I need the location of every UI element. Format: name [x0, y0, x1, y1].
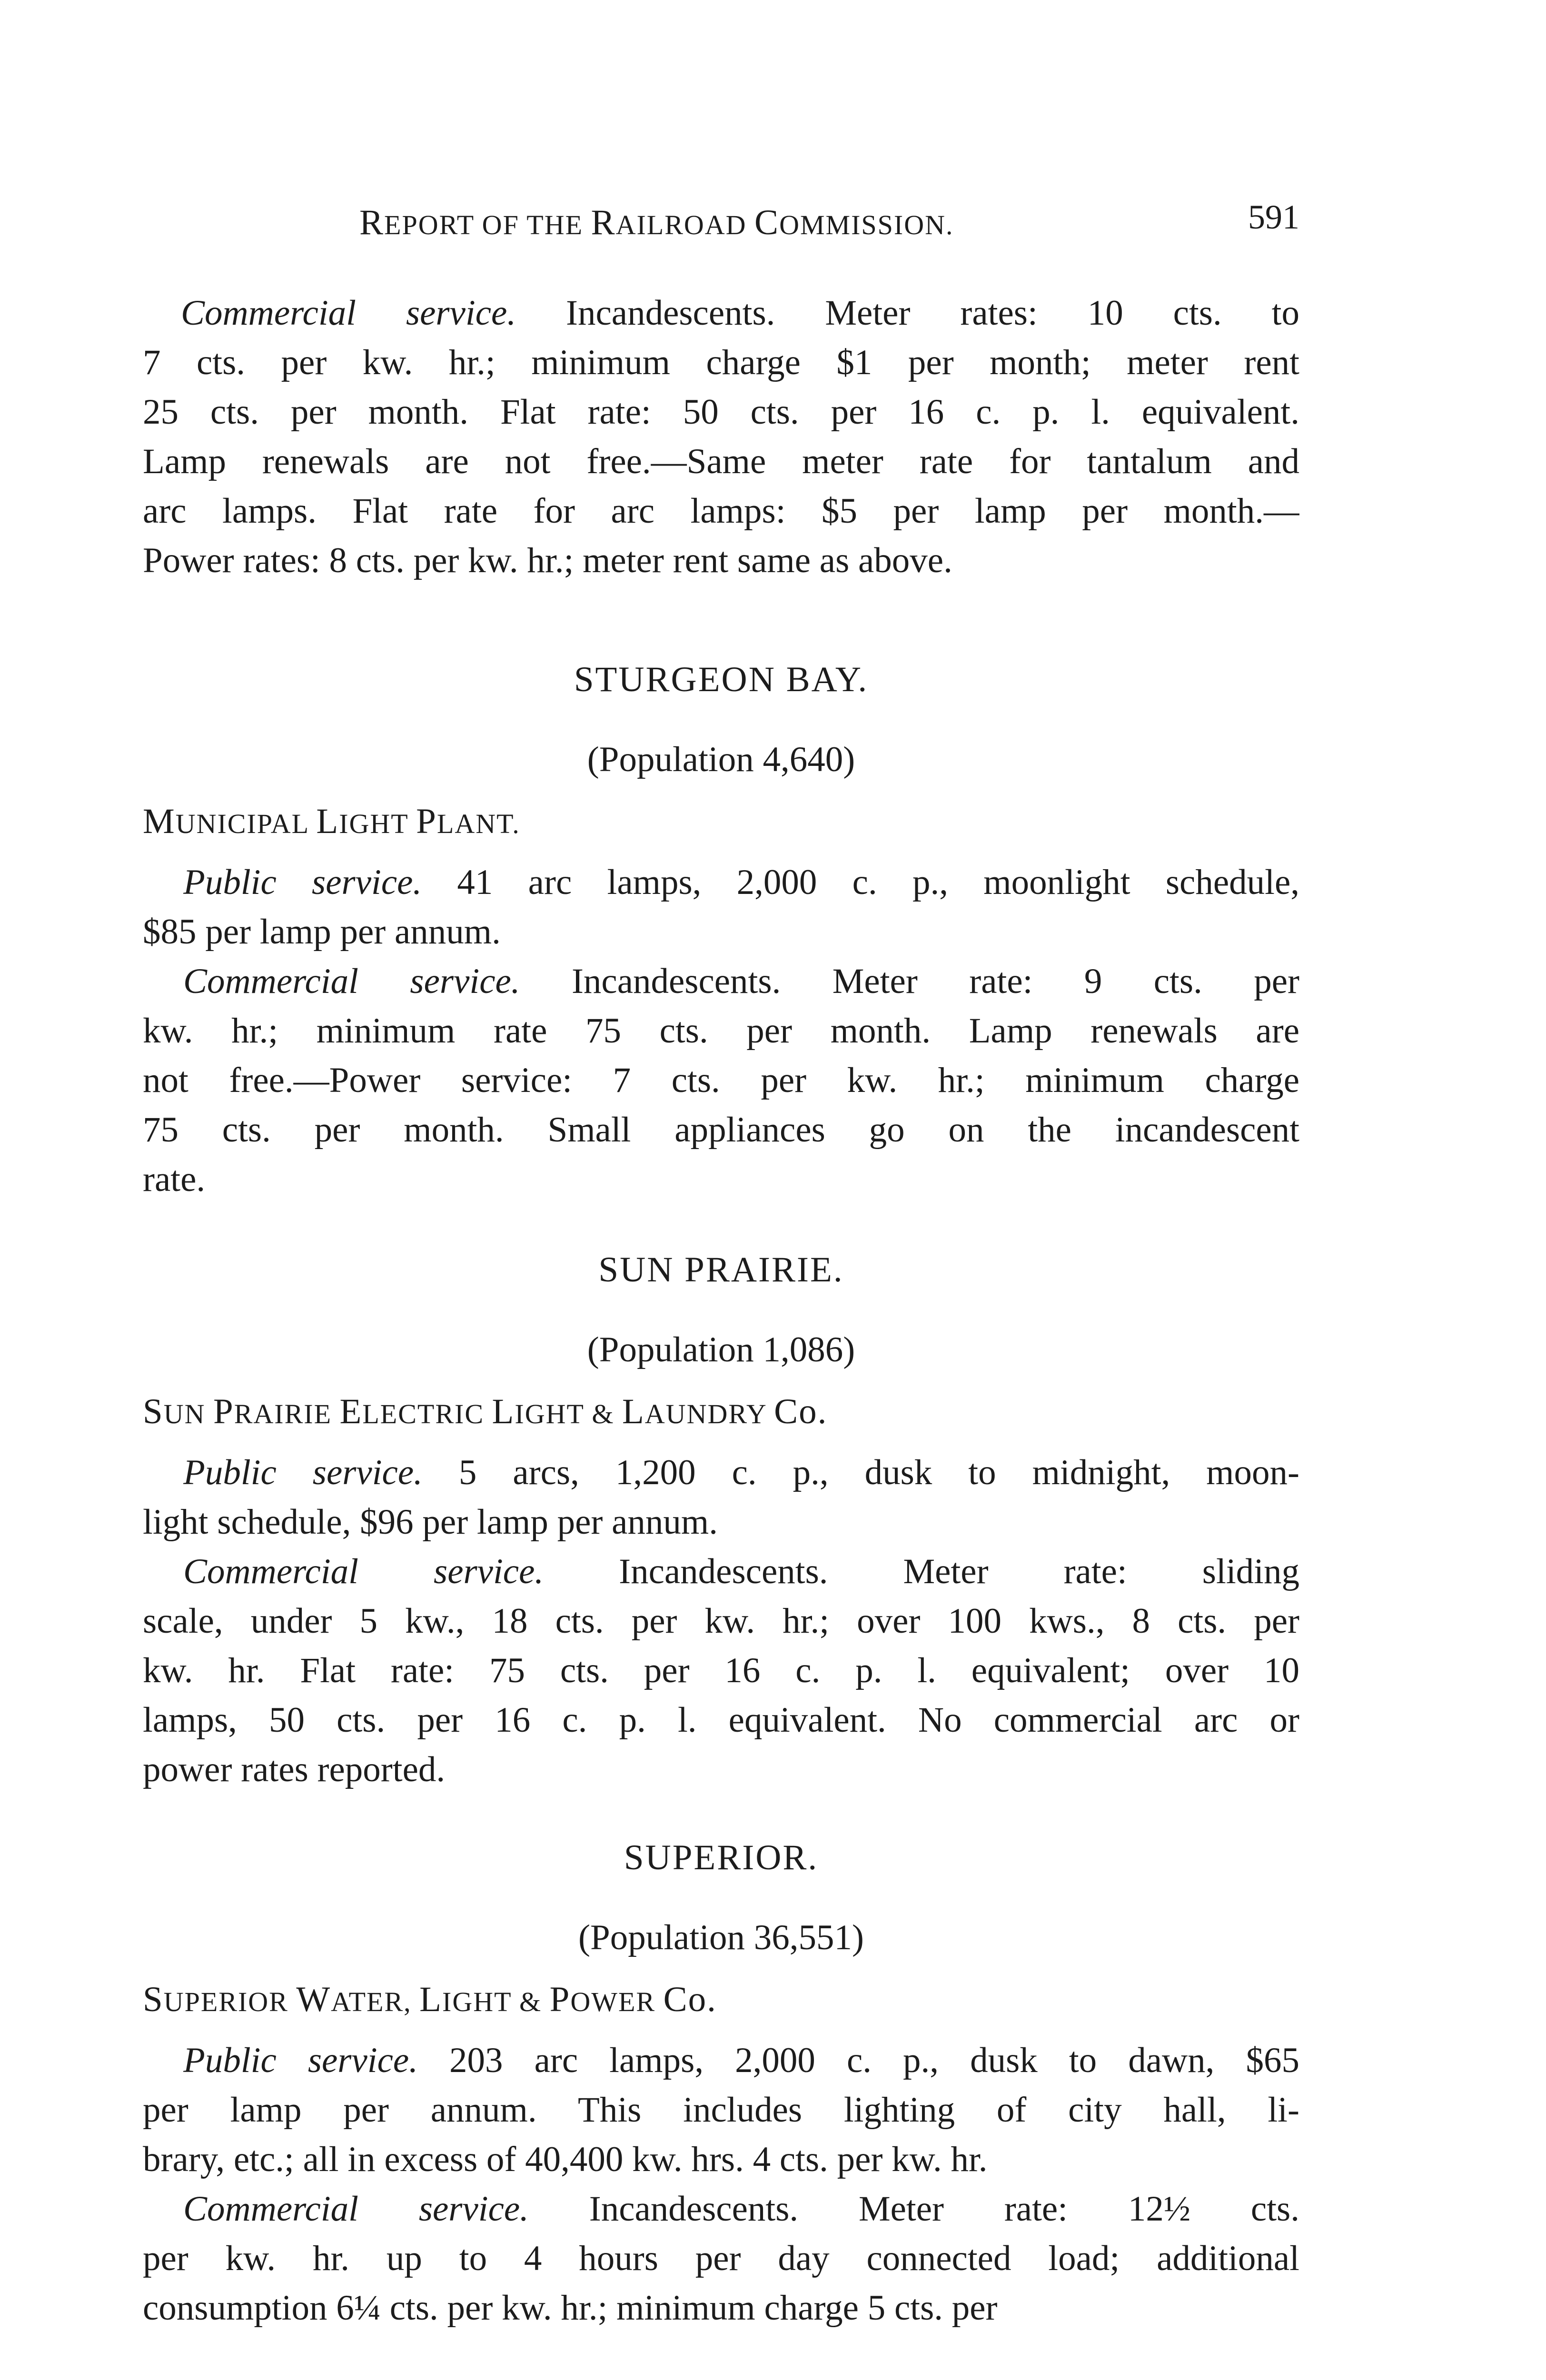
- small-caps-fragment: C: [663, 1980, 688, 2019]
- text-run: 75 cts. per month. Small appliances go on the incandescent: [143, 1112, 1299, 1150]
- small-caps-fragment: P: [416, 802, 437, 841]
- small-caps-fragment: C: [754, 203, 780, 242]
- population-line: [143, 1332, 1299, 1368]
- small-caps-fragment: E: [339, 1392, 363, 1431]
- text-run: brary, etc.; all in excess of 40,400 kw. hrs. 4 cts. per kw. hr.: [143, 2140, 988, 2179]
- small-caps-fragment: IGHT: [339, 808, 416, 839]
- text-run: light schedule, $96 per lamp per annum.: [143, 1502, 718, 1542]
- small-caps-fragment: UPERIOR: [163, 1986, 297, 2017]
- small-caps-fragment: LECTRIC: [362, 1398, 492, 1429]
- text-run: SUPERIOR.: [624, 1838, 819, 1877]
- running-title: [359, 202, 954, 243]
- text-run: $85 per lamp per annum.: [143, 912, 501, 952]
- text-run: consumption 6¼ cts. per kw. hr.; minimum charge 5 cts. per: [143, 2288, 998, 2328]
- small-caps-fragment: IGHT &: [515, 1398, 622, 1429]
- small-caps-fragment: R: [591, 203, 616, 242]
- paragraph-label: Commercial service.: [183, 2191, 529, 2229]
- utility-name: [143, 803, 1299, 839]
- small-caps-fragment: L: [622, 1392, 645, 1431]
- population-line: [143, 742, 1299, 777]
- text-run: 203 arc lamps, 2,000 c. p., dusk to dawn, $65: [417, 2043, 1299, 2080]
- text-run: per kw. hr. up to 4 hours per day connected load; additional: [143, 2241, 1299, 2278]
- small-caps-fragment: M: [143, 802, 176, 841]
- small-caps-fragment: IGHT &: [442, 1986, 550, 2017]
- text-run: scale, under 5 kw., 18 cts. per kw. hr.; over 100 kws., 8 cts. per: [143, 1603, 1299, 1641]
- paragraph-label: Commercial service.: [181, 295, 516, 333]
- small-caps-fragment: ATER,: [331, 1986, 420, 2017]
- intro-line: [181, 295, 1299, 338]
- paragraph-label: Commercial service.: [183, 963, 520, 1001]
- small-caps-fragment: L: [419, 1980, 442, 2019]
- intro-line: Power rates: 8 cts. per kw. hr.; meter rent same as above.: [143, 541, 952, 580]
- text-run: (Population 36,551): [578, 1918, 864, 1957]
- paragraph-line: [143, 2241, 1299, 2283]
- paragraph-line: [143, 1702, 1299, 1745]
- page-number: 591: [1248, 198, 1299, 236]
- paragraph-line: [183, 1554, 1299, 1597]
- text-run: 5 arcs, 1,200 c. p., dusk to midnight, moon-: [422, 1455, 1299, 1492]
- small-caps-fragment: AILROAD: [615, 209, 755, 240]
- intro-line: 7 cts. per kw. hr.; minimum charge $1 per month; meter rent: [143, 345, 1299, 382]
- text-run: kw. hr.; minimum rate 75 cts. per month. Lamp renewals are: [143, 1013, 1299, 1051]
- small-caps-fragment: o.: [688, 1980, 717, 2019]
- paragraph-line: [143, 1161, 1299, 1197]
- paragraph-label: Commercial service.: [183, 1554, 544, 1591]
- small-caps-fragment: AUNDRY: [644, 1398, 774, 1429]
- paragraph-line: [143, 1062, 1299, 1105]
- paragraph-line: [183, 2043, 1299, 2085]
- small-caps-fragment: S: [143, 1392, 164, 1431]
- small-caps-fragment: W: [296, 1980, 331, 2019]
- paragraph-line: [143, 1603, 1299, 1646]
- small-caps-fragment: EPORT OF THE: [384, 209, 591, 240]
- paragraph-line: [143, 1013, 1299, 1056]
- paragraph-line: [143, 2092, 1299, 2135]
- small-caps-fragment: P: [213, 1392, 234, 1431]
- paragraph-label: Public service.: [183, 1455, 423, 1492]
- intro-line: 25 cts. per month. Flat rate: 50 cts. per 16 c. p. l. equivalent.: [143, 394, 1299, 432]
- paragraph-line: [183, 1455, 1299, 1497]
- small-caps-fragment: P: [549, 1980, 571, 2019]
- paragraph-line: [143, 1653, 1299, 1696]
- text-run: Incandescents. Meter rates: 10 cts. to: [516, 295, 1299, 333]
- text-run: kw. hr. Flat rate: 75 cts. per 16 c. p. l. equivalent; over 10: [143, 1653, 1299, 1690]
- paragraph-line: [183, 963, 1299, 1006]
- intro-line: Lamp renewals are not free.—Same meter rate for tantalum and: [143, 444, 1299, 481]
- text-run: rate.: [143, 1160, 206, 1199]
- paragraph-label: Public service.: [183, 864, 422, 902]
- small-caps-fragment: OWER: [570, 1986, 664, 2017]
- text-run: not free.—Power service: 7 cts. per kw. hr.; minimum charge: [143, 1062, 1299, 1100]
- paragraph-line: [183, 864, 1299, 907]
- text-run: Incandescents. Meter rate: 9 cts. per: [520, 963, 1299, 1001]
- paragraph-line: [143, 2142, 1299, 2177]
- text-run: STURGEON BAY.: [574, 660, 869, 699]
- small-caps-fragment: L: [316, 802, 339, 841]
- small-caps-fragment: RAIRIE: [234, 1398, 340, 1429]
- paragraph-line: [143, 1752, 1299, 1787]
- paragraph-line: [143, 914, 1299, 950]
- small-caps-fragment: OMMISSION.: [779, 209, 954, 240]
- text-run: Incandescents. Meter rate: sliding: [544, 1554, 1299, 1591]
- running-head: [143, 188, 1299, 245]
- small-caps-fragment: UN: [163, 1398, 213, 1429]
- small-caps-fragment: R: [359, 203, 385, 242]
- text-run: 41 arc lamps, 2,000 c. p., moonlight schedule,: [422, 864, 1299, 902]
- paragraph-line: [143, 1112, 1299, 1155]
- small-caps-fragment: UNICIPAL: [175, 808, 317, 839]
- text-run: per lamp per annum. This includes lighting of city hall, li-: [143, 2092, 1299, 2130]
- town-heading: [143, 1252, 1299, 1288]
- text-run: lamps, 50 cts. per 16 c. p. l. equivalent. No commercial arc or: [143, 1702, 1299, 1740]
- utility-name: [143, 1982, 1299, 2017]
- town-heading: [143, 662, 1299, 697]
- paragraph-line: [183, 2191, 1299, 2234]
- paragraph-label: Public service.: [183, 2043, 418, 2080]
- small-caps-fragment: L: [492, 1392, 515, 1431]
- small-caps-fragment: C: [774, 1392, 799, 1431]
- text-run: (Population 4,640): [587, 740, 855, 779]
- text-run: power rates reported.: [143, 1750, 446, 1789]
- population-line: [143, 1920, 1299, 1955]
- small-caps-fragment: S: [143, 1980, 164, 2019]
- small-caps-fragment: o.: [799, 1392, 828, 1431]
- intro-line: arc lamps. Flat rate for arc lamps: $5 per lamp per month.—: [143, 493, 1299, 531]
- text-run: Incandescents. Meter rate: 12½ cts.: [528, 2191, 1299, 2229]
- utility-name: [143, 1394, 1299, 1429]
- paragraph-line: [143, 2290, 1299, 2326]
- town-heading: [143, 1840, 1299, 1875]
- text-run: SUN PRAIRIE.: [598, 1250, 844, 1289]
- paragraph-line: [143, 1504, 1299, 1540]
- text-run: (Population 1,086): [587, 1330, 855, 1369]
- small-caps-fragment: LANT.: [436, 808, 520, 839]
